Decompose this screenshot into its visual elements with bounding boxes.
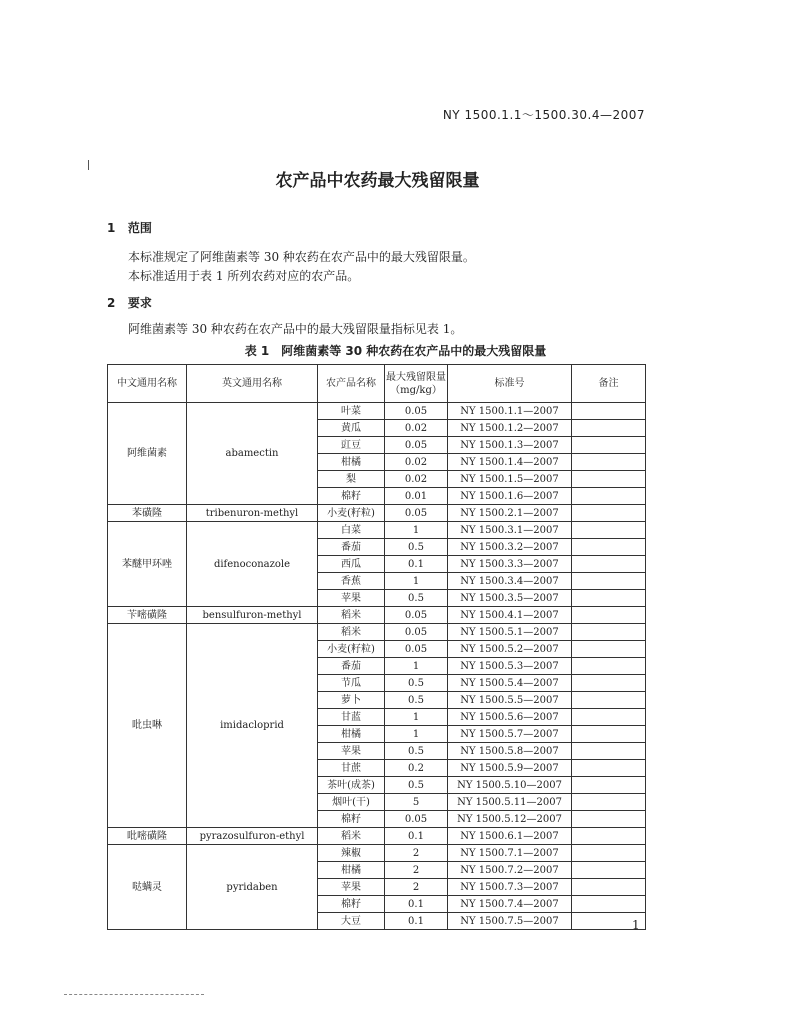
cell-standard: NY 1500.1.6—2007 bbox=[448, 488, 572, 505]
cell-product: 柑橘 bbox=[318, 862, 385, 879]
cell-standard: NY 1500.5.5—2007 bbox=[448, 692, 572, 709]
cell-product: 稻米 bbox=[318, 828, 385, 845]
section-2-number: 2 bbox=[107, 296, 116, 310]
cell-mrl: 1 bbox=[385, 658, 448, 675]
cell-en-name: bensulfuron-methyl bbox=[187, 607, 318, 624]
cell-en-name: abamectin bbox=[187, 403, 318, 505]
cell-remark bbox=[572, 607, 646, 624]
cell-product: 烟叶(干) bbox=[318, 794, 385, 811]
cell-remark bbox=[572, 539, 646, 556]
cell-mrl: 1 bbox=[385, 522, 448, 539]
document-title-text: 农产品中农药最大残留限量 bbox=[275, 171, 480, 191]
cell-standard: NY 1500.5.12—2007 bbox=[448, 811, 572, 828]
cell-en-name: pyrazosulfuron-ethyl bbox=[187, 828, 318, 845]
cell-standard: NY 1500.5.2—2007 bbox=[448, 641, 572, 658]
cell-product: 茶叶(成茶) bbox=[318, 777, 385, 794]
cell-remark bbox=[572, 641, 646, 658]
cell-product: 苹果 bbox=[318, 590, 385, 607]
cell-mrl: 0.02 bbox=[385, 420, 448, 437]
cell-mrl: 0.05 bbox=[385, 607, 448, 624]
section-2-heading bbox=[107, 294, 152, 311]
header-cn-name: 中文通用名称 bbox=[108, 365, 187, 403]
cell-cn-name: 吡嘧磺隆 bbox=[108, 828, 187, 845]
mrl-table bbox=[107, 364, 646, 930]
cell-mrl: 0.05 bbox=[385, 811, 448, 828]
header-en-name: 英文通用名称 bbox=[187, 365, 318, 403]
cell-remark bbox=[572, 760, 646, 777]
section-1-title: 范围 bbox=[127, 221, 152, 235]
cell-remark bbox=[572, 471, 646, 488]
cell-product: 萝卜 bbox=[318, 692, 385, 709]
document-title bbox=[0, 166, 791, 191]
cell-standard: NY 1500.4.1—2007 bbox=[448, 607, 572, 624]
table-row bbox=[108, 828, 646, 845]
cell-cn-name: 苯磺隆 bbox=[108, 505, 187, 522]
header-standard: 标准号 bbox=[448, 365, 572, 403]
header-remark: 备注 bbox=[572, 365, 646, 403]
cell-remark bbox=[572, 896, 646, 913]
cell-product: 番茄 bbox=[318, 539, 385, 556]
cell-mrl: 1 bbox=[385, 709, 448, 726]
cell-mrl: 0.1 bbox=[385, 828, 448, 845]
footer-dots bbox=[64, 994, 204, 995]
cell-product: 棉籽 bbox=[318, 896, 385, 913]
cell-product: 棉籽 bbox=[318, 811, 385, 828]
cell-mrl: 0.5 bbox=[385, 743, 448, 760]
header-mrl-line2: （mg/kg） bbox=[390, 384, 442, 396]
cell-product: 辣椒 bbox=[318, 845, 385, 862]
cell-mrl: 2 bbox=[385, 879, 448, 896]
cell-standard: NY 1500.7.4—2007 bbox=[448, 896, 572, 913]
cell-product: 番茄 bbox=[318, 658, 385, 675]
cell-standard: NY 1500.5.4—2007 bbox=[448, 675, 572, 692]
table-row bbox=[108, 522, 646, 539]
cell-remark bbox=[572, 879, 646, 896]
cell-en-name: imidacloprid bbox=[187, 624, 318, 828]
cell-mrl: 0.1 bbox=[385, 556, 448, 573]
cell-standard: NY 1500.6.1—2007 bbox=[448, 828, 572, 845]
cell-mrl: 0.5 bbox=[385, 675, 448, 692]
cell-remark bbox=[572, 624, 646, 641]
table-row bbox=[108, 845, 646, 862]
cell-remark bbox=[572, 743, 646, 760]
cell-standard: NY 1500.5.9—2007 bbox=[448, 760, 572, 777]
cell-standard: NY 1500.7.3—2007 bbox=[448, 879, 572, 896]
cell-product: 柑橘 bbox=[318, 726, 385, 743]
cell-standard: NY 1500.5.7—2007 bbox=[448, 726, 572, 743]
cell-mrl: 0.1 bbox=[385, 913, 448, 930]
cell-mrl: 0.02 bbox=[385, 471, 448, 488]
cell-mrl: 0.5 bbox=[385, 777, 448, 794]
cell-remark bbox=[572, 573, 646, 590]
cell-standard: NY 1500.1.1—2007 bbox=[448, 403, 572, 420]
cell-mrl: 2 bbox=[385, 845, 448, 862]
cell-cn-name: 吡虫啉 bbox=[108, 624, 187, 828]
cell-mrl: 0.02 bbox=[385, 454, 448, 471]
cell-remark bbox=[572, 862, 646, 879]
cell-standard: NY 1500.3.1—2007 bbox=[448, 522, 572, 539]
cell-standard: NY 1500.7.1—2007 bbox=[448, 845, 572, 862]
cell-mrl: 5 bbox=[385, 794, 448, 811]
cell-standard: NY 1500.5.6—2007 bbox=[448, 709, 572, 726]
cell-product: 柑橘 bbox=[318, 454, 385, 471]
cell-en-name: difenoconazole bbox=[187, 522, 318, 607]
cell-remark bbox=[572, 522, 646, 539]
cell-cn-name: 苄嘧磺隆 bbox=[108, 607, 187, 624]
cell-remark bbox=[572, 811, 646, 828]
section-2-para-1: 阿维菌素等 30 种农药在农产品中的最大残留限量指标见表 1。 bbox=[128, 322, 463, 336]
cell-mrl: 0.5 bbox=[385, 590, 448, 607]
cell-cn-name: 哒螨灵 bbox=[108, 845, 187, 930]
cell-remark bbox=[572, 794, 646, 811]
cell-mrl: 0.5 bbox=[385, 539, 448, 556]
table-caption: 表 1 阿维菌素等 30 种农药在农产品中的最大残留限量 bbox=[244, 344, 547, 358]
cell-standard: NY 1500.1.3—2007 bbox=[448, 437, 572, 454]
cell-mrl: 0.5 bbox=[385, 692, 448, 709]
cell-remark bbox=[572, 454, 646, 471]
cell-product: 稻米 bbox=[318, 607, 385, 624]
cell-standard: NY 1500.1.2—2007 bbox=[448, 420, 572, 437]
cell-remark bbox=[572, 437, 646, 454]
cell-standard: NY 1500.1.4—2007 bbox=[448, 454, 572, 471]
cell-mrl: 0.05 bbox=[385, 437, 448, 454]
cell-product: 梨 bbox=[318, 471, 385, 488]
section-1-number: 1 bbox=[107, 221, 116, 235]
section-1-para-1: 本标准规定了阿维菌素等 30 种农药在农产品中的最大残留限量。 bbox=[128, 250, 475, 264]
cell-mrl: 1 bbox=[385, 726, 448, 743]
cell-cn-name: 苯醚甲环唑 bbox=[108, 522, 187, 607]
cell-remark bbox=[572, 777, 646, 794]
cell-remark bbox=[572, 709, 646, 726]
cell-standard: NY 1500.5.11—2007 bbox=[448, 794, 572, 811]
cell-mrl: 0.05 bbox=[385, 505, 448, 522]
cell-product: 甘蓝 bbox=[318, 709, 385, 726]
table-row bbox=[108, 624, 646, 641]
cell-mrl: 0.05 bbox=[385, 624, 448, 641]
cell-remark bbox=[572, 658, 646, 675]
cell-product: 白菜 bbox=[318, 522, 385, 539]
cell-remark bbox=[572, 420, 646, 437]
header-mrl bbox=[385, 365, 448, 403]
cell-standard: NY 1500.3.3—2007 bbox=[448, 556, 572, 573]
cell-product: 稻米 bbox=[318, 624, 385, 641]
cell-remark bbox=[572, 675, 646, 692]
cell-mrl: 0.05 bbox=[385, 641, 448, 658]
cell-mrl: 0.05 bbox=[385, 403, 448, 420]
cell-standard: NY 1500.3.2—2007 bbox=[448, 539, 572, 556]
header-product: 农产品名称 bbox=[318, 365, 385, 403]
document-code: NY 1500.1.1～1500.30.4—2007 bbox=[442, 108, 645, 122]
table-row bbox=[108, 403, 646, 420]
cell-product: 甘蔗 bbox=[318, 760, 385, 777]
cell-standard: NY 1500.5.8—2007 bbox=[448, 743, 572, 760]
cell-mrl: 0.1 bbox=[385, 896, 448, 913]
cell-mrl: 0.2 bbox=[385, 760, 448, 777]
table-header-row bbox=[108, 365, 646, 403]
cell-product: 豇豆 bbox=[318, 437, 385, 454]
cell-product: 棉籽 bbox=[318, 488, 385, 505]
cell-product: 叶菜 bbox=[318, 403, 385, 420]
cell-mrl: 1 bbox=[385, 573, 448, 590]
cell-product: 大豆 bbox=[318, 913, 385, 930]
cell-product: 香蕉 bbox=[318, 573, 385, 590]
cell-product: 小麦(籽粒) bbox=[318, 641, 385, 658]
cell-remark bbox=[572, 403, 646, 420]
cell-remark bbox=[572, 726, 646, 743]
cell-standard: NY 1500.5.1—2007 bbox=[448, 624, 572, 641]
page-number: 1 bbox=[632, 918, 640, 932]
table-row bbox=[108, 505, 646, 522]
cell-en-name: pyridaben bbox=[187, 845, 318, 930]
section-1-heading bbox=[107, 219, 152, 236]
cell-standard: NY 1500.2.1—2007 bbox=[448, 505, 572, 522]
cell-standard: NY 1500.7.2—2007 bbox=[448, 862, 572, 879]
cell-product: 黄瓜 bbox=[318, 420, 385, 437]
cell-mrl: 2 bbox=[385, 862, 448, 879]
cell-standard: NY 1500.5.3—2007 bbox=[448, 658, 572, 675]
cell-remark bbox=[572, 692, 646, 709]
cell-product: 节瓜 bbox=[318, 675, 385, 692]
cell-remark bbox=[572, 488, 646, 505]
cell-product: 苹果 bbox=[318, 879, 385, 896]
table-row bbox=[108, 607, 646, 624]
cell-remark bbox=[572, 828, 646, 845]
cell-product: 西瓜 bbox=[318, 556, 385, 573]
cell-standard: NY 1500.5.10—2007 bbox=[448, 777, 572, 794]
header-mrl-line1: 最大残留限量 bbox=[386, 371, 446, 383]
cell-remark bbox=[572, 590, 646, 607]
section-1-para-2: 本标准适用于表 1 所列农药对应的农产品。 bbox=[128, 269, 360, 283]
cell-standard: NY 1500.1.5—2007 bbox=[448, 471, 572, 488]
cell-product: 苹果 bbox=[318, 743, 385, 760]
cell-cn-name: 阿维菌素 bbox=[108, 403, 187, 505]
cell-remark bbox=[572, 556, 646, 573]
cell-standard: NY 1500.3.4—2007 bbox=[448, 573, 572, 590]
cell-standard: NY 1500.3.5—2007 bbox=[448, 590, 572, 607]
cell-en-name: tribenuron-methyl bbox=[187, 505, 318, 522]
cell-mrl: 0.01 bbox=[385, 488, 448, 505]
section-2-title: 要求 bbox=[127, 296, 152, 310]
cell-remark bbox=[572, 505, 646, 522]
cell-product: 小麦(籽粒) bbox=[318, 505, 385, 522]
cell-remark bbox=[572, 845, 646, 862]
cell-standard: NY 1500.7.5—2007 bbox=[448, 913, 572, 930]
